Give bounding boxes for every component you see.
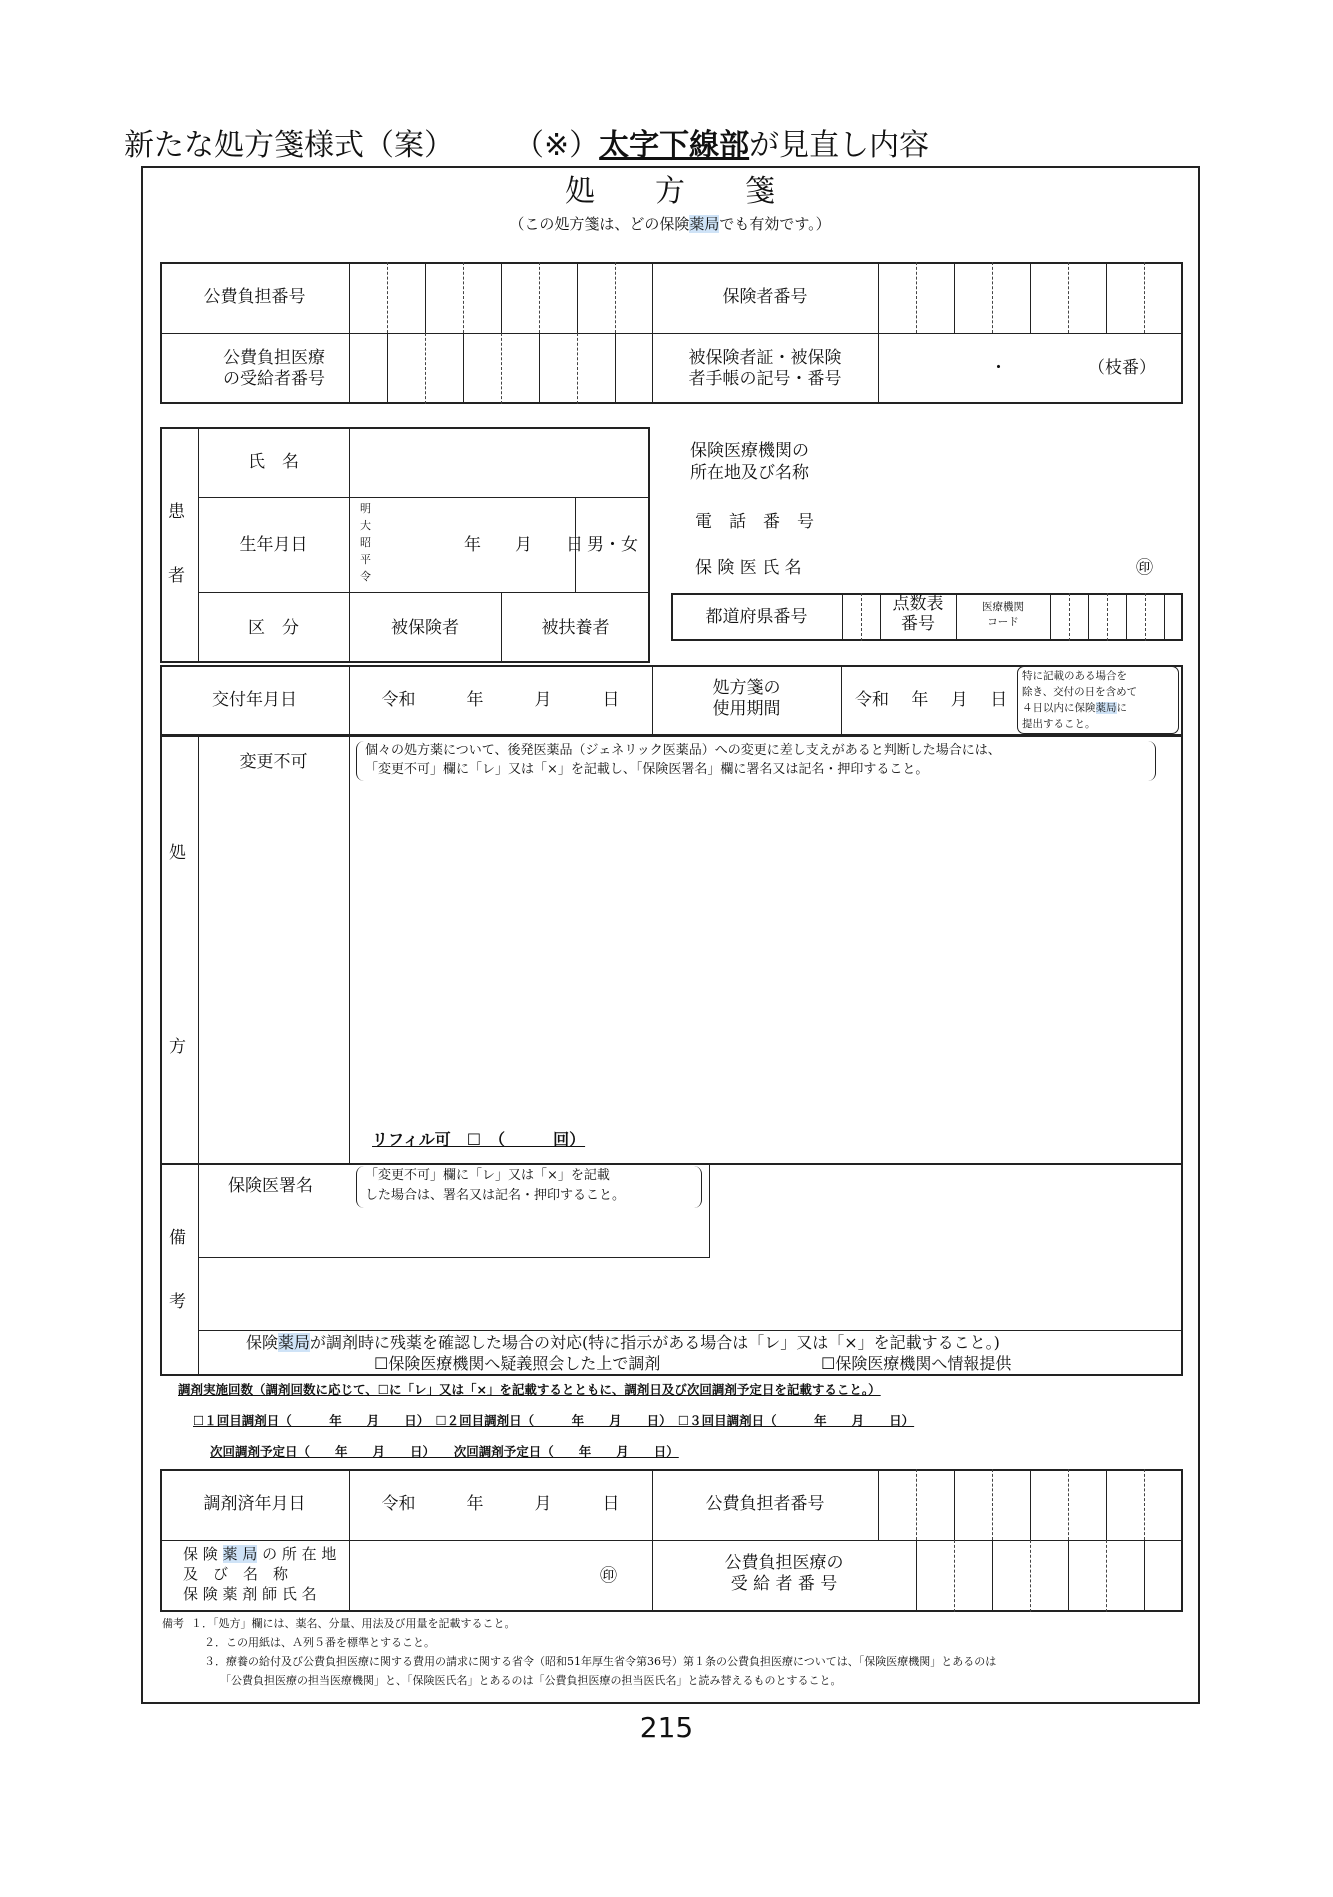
issue-date-value: 令和 年 月 日 bbox=[381, 690, 620, 710]
remarks-side-2: 考 bbox=[169, 1292, 186, 1312]
institution-code-label: 医療機関 コード bbox=[982, 601, 1024, 629]
generic-note: 個々の処方薬について、後発医薬品（ジェネリック医薬品）への変更に差し支えがあると判断した場合には、 「変更不可」欄に「レ」又は「×」を記載し、「保険医署名」欄に署名又は記名・押印すること。 bbox=[356, 741, 1156, 781]
form-title: 処 方 箋 bbox=[565, 174, 775, 209]
recipient-no-label: 公費負担医療の 受 給 者 番 号 bbox=[724, 1553, 844, 1595]
dispensing-row-2: 次回調剤予定日（ 年 月 日） 次回調剤予定日（ 年 月 日） bbox=[210, 1444, 679, 1459]
points-table-label: 点数表 番号 bbox=[892, 594, 944, 634]
residual-drug-instruction: 保険薬局が調剤時に残薬を確認した場合の対応(特に指示がある場合は「レ」又は「×」を記載すること。) bbox=[246, 1333, 1000, 1352]
page-header bbox=[124, 120, 929, 164]
rx-side-1: 処 bbox=[169, 843, 186, 863]
card-dot: ・ bbox=[990, 358, 1007, 378]
insurance-card-label: 被保険者証・被保険 者手帳の記号・番号 bbox=[688, 348, 842, 390]
note-suffix: が見直し内容 bbox=[749, 128, 930, 163]
form-subtitle: （この処方箋は、どの保険薬局でも有効です。） bbox=[509, 215, 831, 233]
dispensing-heading: 調剤実施回数（調剤回数に応じて、☐に「レ」又は「×」を記載するとともに、調剤日及び次回調剤予定日を記載すること。） bbox=[178, 1382, 881, 1397]
public-payer-label: 公費負担者番号 bbox=[705, 1494, 825, 1514]
patient-name-label: 氏 名 bbox=[248, 452, 299, 472]
patient-side-2: 者 bbox=[168, 566, 185, 586]
no-change-label: 変更不可 bbox=[239, 752, 308, 772]
dob-label: 生年月日 bbox=[239, 535, 308, 555]
period-value: 令和 年 月 日 bbox=[855, 690, 1008, 710]
phone-label: 電 話 番 号 bbox=[695, 512, 814, 532]
category-label: 区 分 bbox=[248, 618, 299, 638]
public-recipient-label: 公費負担医療 の受給者番号 bbox=[223, 348, 325, 390]
dispensed-date-value: 令和 年 月 日 bbox=[381, 1494, 620, 1514]
option-inquiry-checkbox[interactable]: ☐保険医療機関へ疑義照会した上で調剤 bbox=[374, 1354, 661, 1373]
era-list: 明 大 昭 平 令 bbox=[360, 502, 371, 583]
dob-ymd: 年 月 日 bbox=[464, 535, 583, 555]
institution-location-label: 保険医療機関の 所在地及び名称 bbox=[690, 441, 809, 484]
dispensing-row-1: ☐１回目調剤日（ 年 月 日） ☐２回目調剤日（ 年 月 日） ☐３回目調剤日（ 年 月 日） bbox=[193, 1413, 915, 1428]
note-emphasis: 太字下線部 bbox=[599, 128, 750, 163]
dependent-option: 被扶養者 bbox=[541, 618, 610, 638]
notes: 備考 １．「処方」欄には、薬名、分量、用法及び用量を記載すること。 ２．この用紙は、Ａ列５番を標準とすること。 ３．療養の給付及び公費負担医療に関する費用の請求に関する省令（昭和51年厚生省令第36号）第１条の公費負担医療については、「保険医療機関」とあるのは 「公費負担医療の担当医療機関」と、「保険医氏名」とあるのは「公費負担医療の担当医氏名」と読み替えるものとすること。 bbox=[162, 1617, 997, 1687]
period-note: 特に記載のある場合を 除き、交付の日を含めて ４日以内に保険薬局に 提出すること。 bbox=[1017, 666, 1179, 734]
refill-checkbox[interactable]: リフィル可 ☐ （ 回） bbox=[372, 1130, 586, 1149]
document-title: 新たな処方箋様式（案） bbox=[124, 128, 454, 163]
patient-side-1: 患 bbox=[168, 502, 185, 522]
sex-field: 男・女 bbox=[587, 535, 638, 555]
issue-date-label: 交付年月日 bbox=[212, 690, 297, 710]
branch-label: （枝番） bbox=[1088, 358, 1156, 378]
signature-note: 「変更不可」欄に「レ」又は「×」を記載 した場合は、署名又は記名・押印すること。 bbox=[356, 1166, 702, 1208]
insurer-no-label: 保険者番号 bbox=[722, 287, 808, 307]
period-label: 処方箋の 使用期間 bbox=[712, 678, 781, 720]
prescription-table bbox=[160, 735, 1183, 1165]
page-number: 215 bbox=[639, 1711, 694, 1744]
public-payer-no-label: 公費負担番号 bbox=[203, 287, 306, 307]
rx-side-2: 方 bbox=[169, 1037, 186, 1057]
prefecture-no-label: 都道府県番号 bbox=[705, 607, 808, 627]
insured-option: 被保険者 bbox=[391, 618, 459, 638]
doctor-name-label: 保 険 医 氏 名 bbox=[695, 558, 802, 578]
pharmacy-label: 保 険 薬 局 の 所 在 地 及 び 名 称 保 険 薬 剤 師 氏 名 bbox=[183, 1545, 337, 1603]
pharmacist-seal: ㊞ bbox=[600, 1566, 617, 1586]
remarks-side-1: 備 bbox=[169, 1228, 186, 1248]
doctor-signature-label: 保険医署名 bbox=[228, 1176, 313, 1196]
note-prefix: （※） bbox=[514, 128, 600, 163]
option-info-checkbox[interactable]: ☐保険医療機関へ情報提供 bbox=[821, 1354, 1012, 1373]
doctor-seal: ㊞ bbox=[1136, 558, 1153, 578]
dispensed-date-label: 調剤済年月日 bbox=[203, 1494, 306, 1514]
